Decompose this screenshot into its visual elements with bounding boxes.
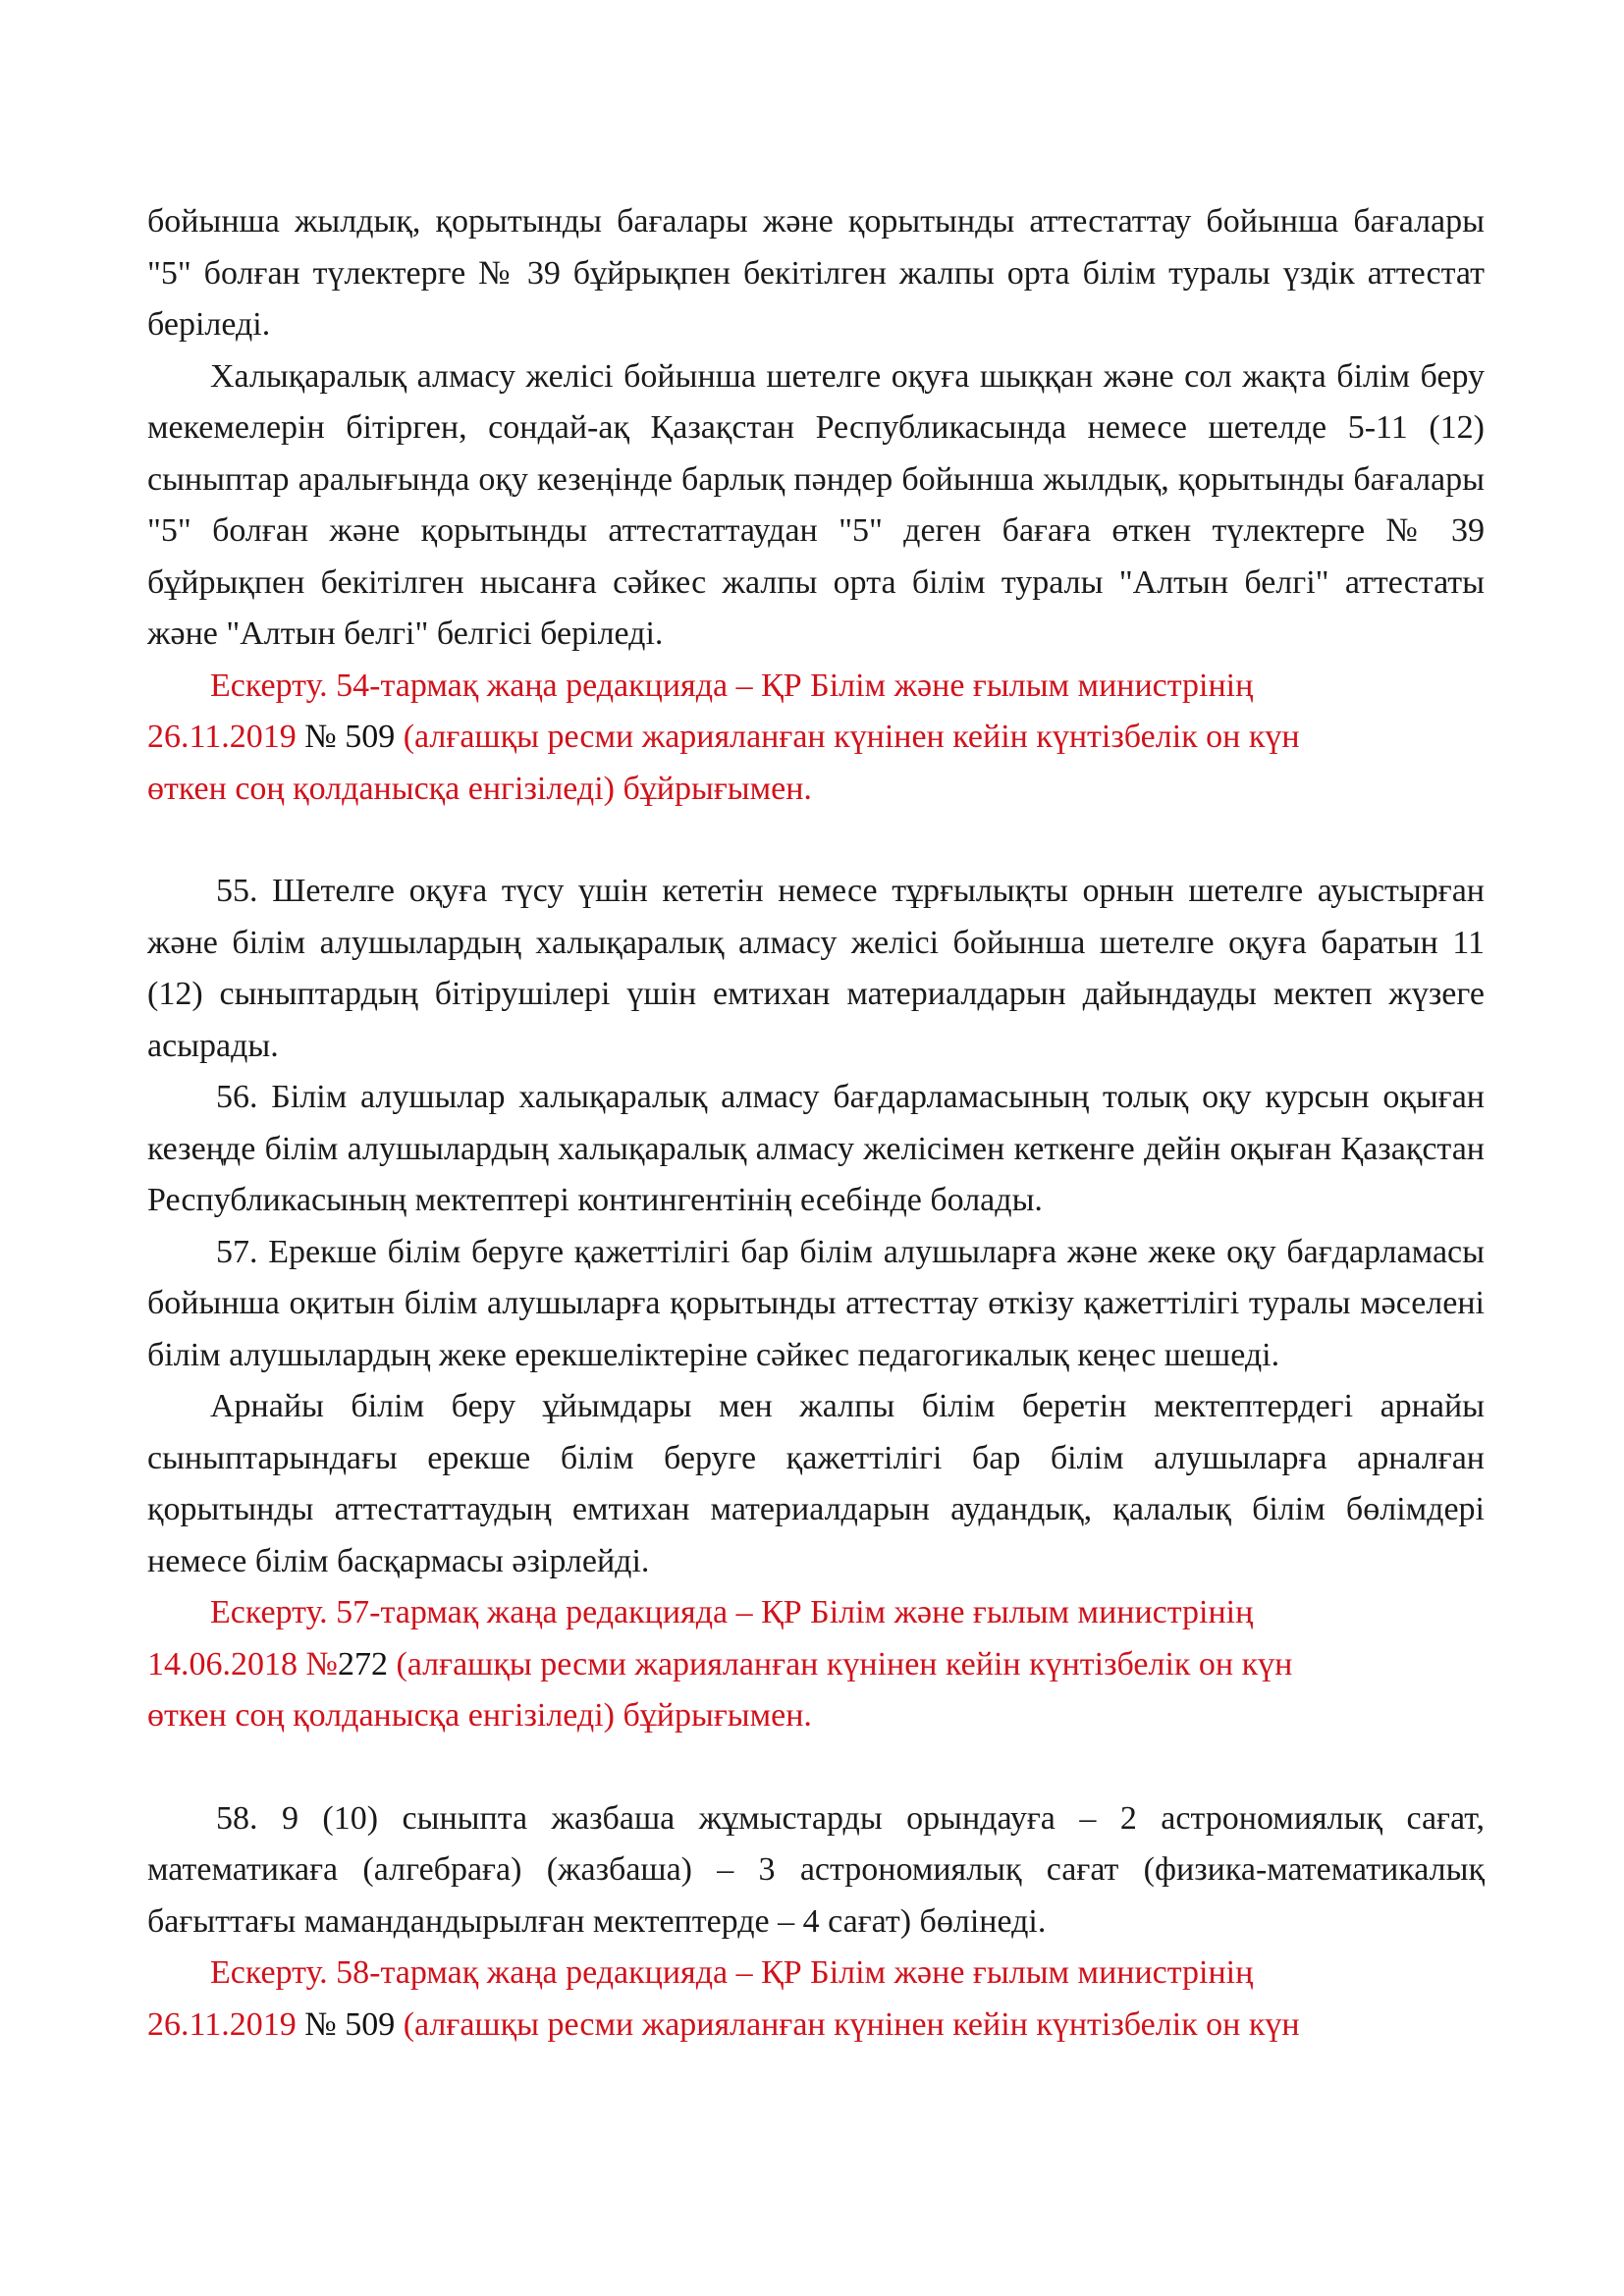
note-57-line1: Ескерту. 57-тармақ жаңа редакцияда – ҚР Білім және ғылым министрінің: [210, 1594, 1254, 1630]
note-58-line1: Ескерту. 58-тармақ жаңа редакцияда – ҚР Білім және ғылым министрінің: [210, 1954, 1254, 1991]
note-54-date: 26.11.2019: [147, 719, 297, 755]
note-58-tail: (алғашқы ресми жарияланған күнінен кейін күнтізбелік он күн: [403, 2005, 1300, 2043]
note-58-date: 26.11.2019: [147, 2005, 297, 2043]
note-57-number: 272: [337, 1645, 388, 1682]
note-54-number: № 509: [304, 719, 396, 755]
note-57-line2: [147, 1639, 1485, 1691]
note-57-number-prefix: №: [305, 1645, 338, 1682]
note-58-number: № 509: [304, 2005, 396, 2043]
paragraph-54-gold-sign: Халықаралық алмасу желісі бойынша шетелге оқуға шыққан және сол жақта білім беру мекемелерін бітірген, сондай-ақ Қазақстан Республикасында немесе шетелде 5-11 (12) сыныптар аралығында оқу кезеңінде барлық пәндер бойынша жылдық, қорытынды бағалары "5" болған және қорытынды аттестаттаудан "5" деген бағаға өткен түлектерге № 39 бұйрықпен бекітілген нысанға сәйкес жалпы орта білім туралы "Алтын белгі" аттестаты және "Алтын белгі" белгісі беріледі.: [147, 357, 1485, 652]
amendment-note-54: [147, 661, 1485, 816]
paragraph-58: 58. 9 (10) сыныпта жазбаша жұмыстарды орындауға – 2 астрономиялық сағат, математикаға (алгебраға) (жазбаша) – 3 астрономиялық сағат (физика-математикалық бағыттағы мамандандырылған мектептерде – 4 сағат) бөлінеді.: [147, 1799, 1485, 1940]
note-57-tail: (алғашқы ресми жарияланған күнінен кейін күнтізбелік он күн: [396, 1645, 1293, 1682]
document-page: [147, 196, 1485, 2051]
paragraph-54-continuation: бойынша жылдық, қорытынды бағалары және қорытынды аттестаттау бойынша бағалары "5" болған түлектерге № 39 бұйрықпен бекітілген жалпы орта білім туралы үздік аттестат беріледі.: [147, 203, 1485, 343]
amendment-note-58: [147, 1948, 1485, 2051]
note-54-line2: [147, 712, 1485, 764]
note-58-line2: [147, 2000, 1485, 2052]
note-54-line3: өткен соң қолданысқа енгізіледі) бұйрығымен.: [147, 770, 812, 807]
note-54-tail: (алғашқы ресми жарияланған күнінен кейін күнтізбелік он күн: [403, 719, 1300, 755]
paragraph-56: 56. Білім алушылар халықаралық алмасу бағдарламасының толық оқу курсын оқыған кезеңде білім алушылардың халықаралық алмасу желісімен кеткенге дейін оқыған Қазақстан Республикасының мектептері контингентінің есебінде болады.: [147, 1079, 1485, 1218]
paragraph-55: 55. Шетелге оқуға түсу үшін кететін немесе тұрғылықты орнын шетелге ауыстырған және білім алушылардың халықаралық алмасу желісі бойынша шетелге оқуға баратын 11 (12) сыныптардың бітірушілері үшін емтихан материалдарын дайындауды мектеп жүзеге асырады.: [147, 873, 1485, 1064]
paragraph-57-special: Арнайы білім беру ұйымдары мен жалпы білім беретін мектептердегі арнайы сыныптарындағы ерекше білім беруге қажеттілігі бар білім алушыларға арналған қорытынды аттестаттаудың емтихан материалдарын аудандық, қалалық білім бөлімдері немесе білім басқармасы әзірлейді.: [147, 1388, 1485, 1579]
paragraph-57: 57. Ерекше білім беруге қажеттілігі бар білім алушыларға және жеке оқу бағдарламасы бойынша оқитын білім алушыларға қорытынды аттесттау өткізу қажеттілігі туралы мәселені білім алушылардың жеке ерекшеліктеріне сәйкес педагогикалық кеңес шешеді.: [147, 1233, 1485, 1373]
spacer: [147, 1742, 1485, 1793]
amendment-note-57: [147, 1587, 1485, 1742]
spacer: [147, 815, 1485, 866]
note-54-line1: Ескерту. 54-тармақ жаңа редакцияда – ҚР Білім және ғылым министрінің: [210, 667, 1254, 704]
note-57-line3: өткен соң қолданысқа енгізіледі) бұйрығымен.: [147, 1697, 812, 1734]
note-57-date: 14.06.2018: [147, 1645, 298, 1682]
